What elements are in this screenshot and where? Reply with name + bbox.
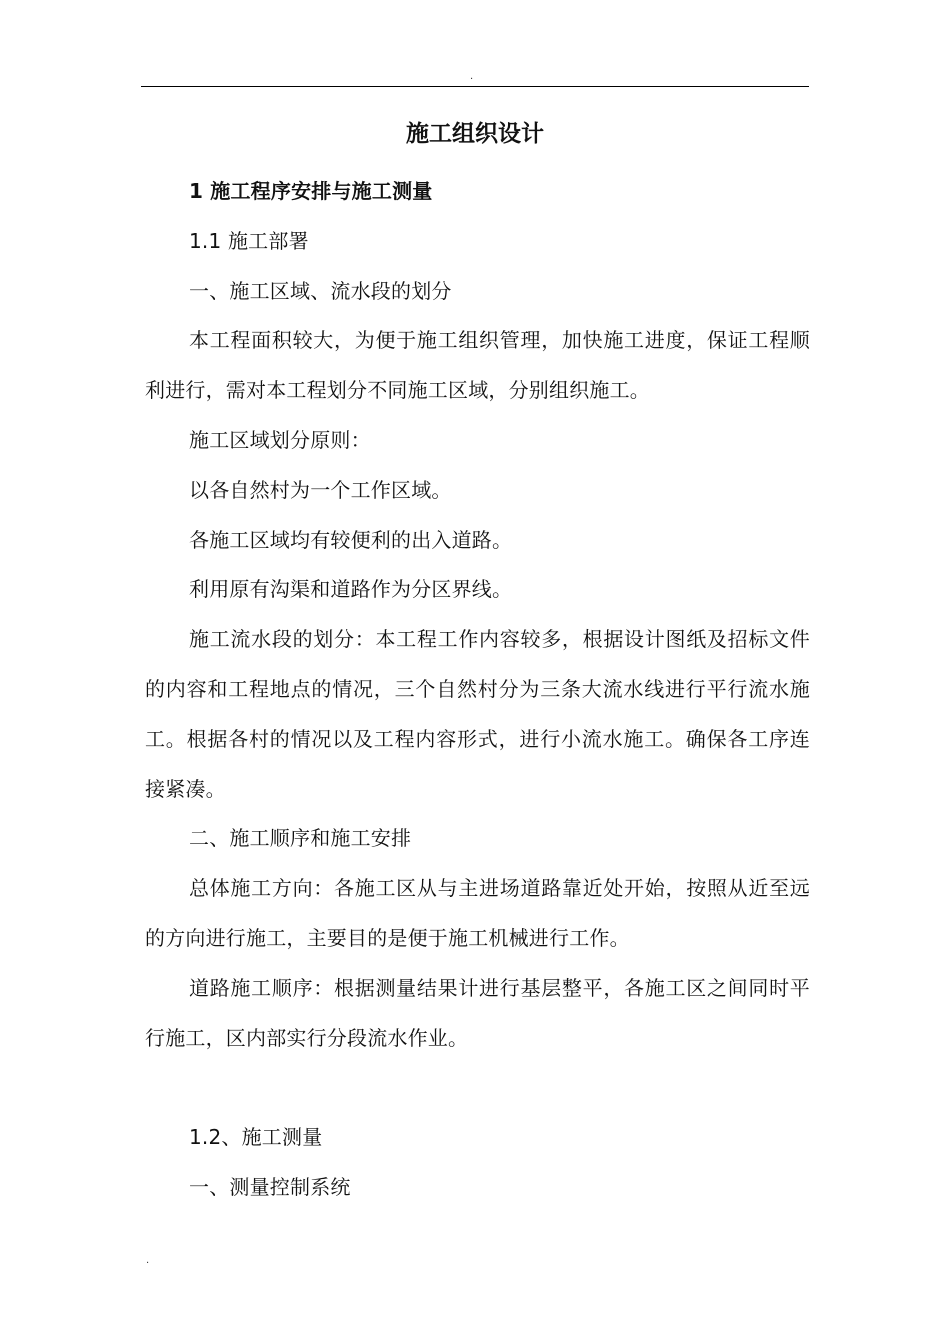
body-paragraph: 以各自然村为一个工作区域。 xyxy=(189,477,452,502)
body-paragraph: 本工程面积较大，为便于施工组织管理，加快施工进度，保证工程顺利进行，需对本工程划分不同施工区域，分别组织施工。 xyxy=(145,328,810,403)
subsection-heading: 1.2、施工测量 xyxy=(189,1125,323,1150)
blank-line xyxy=(145,1063,810,1113)
body-paragraph: 施工区域划分原则： xyxy=(189,427,371,452)
header-mark: . xyxy=(470,71,474,82)
document-title: 施工组织设计 xyxy=(406,121,544,147)
body-paragraph: 道路施工顺序：根据测量结果计进行基层整平，各施工区之间同时平行施工，区内部实行分段流水作业。 xyxy=(145,975,810,1050)
footer-mark: . xyxy=(146,1255,150,1266)
subheading: 一、测量控制系统 xyxy=(189,1174,351,1199)
body-paragraph: 总体施工方向：各施工区从与主进场道路靠近处开始，按照从近至远的方向进行施工，主要目的是便于施工机械进行工作。 xyxy=(145,876,810,950)
document-body xyxy=(145,167,810,1213)
subheading: 一、施工区域、流水段的划分 xyxy=(189,278,452,303)
body-paragraph: 施工流水段的划分：本工程工作内容较多，根据设计图纸及招标文件的内容和工程地点的情况，三个自然村分为三条大流水线进行平行流水施工。根据各村的情况以及工程内容形式，进行小流水施工。确保各工序连接紧凑。 xyxy=(145,627,810,801)
header-rule xyxy=(141,86,809,87)
body-paragraph: 各施工区域均有较便利的出入道路。 xyxy=(189,527,513,552)
subheading: 二、施工顺序和施工安排 xyxy=(189,826,412,851)
subsection-heading: 1.1 施工部署 xyxy=(189,228,309,253)
body-paragraph: 利用原有沟渠和道路作为分区界线。 xyxy=(189,577,513,602)
section-heading: 1 施工程序安排与施工测量 xyxy=(189,179,433,203)
